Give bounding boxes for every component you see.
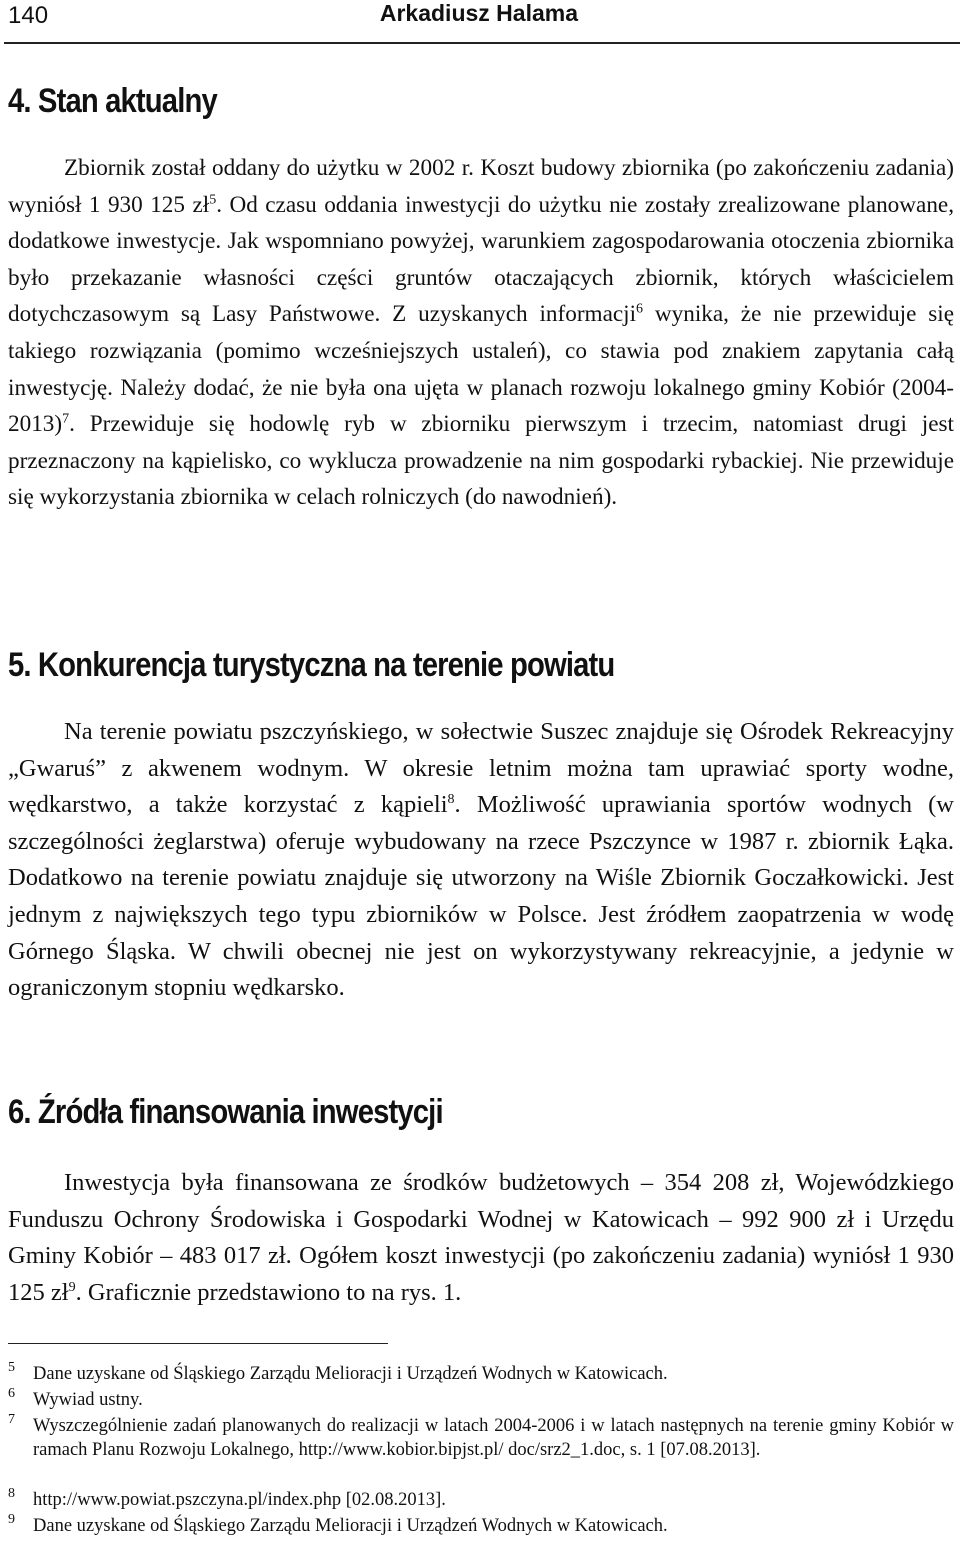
- footnote-text: Dane uzyskane od Śląskiego Zarządu Melioracji i Urządzeń Wodnych w Katowicach.: [33, 1364, 668, 1384]
- section-heading-5: 5. Konkurencja turystyczna na terenie powiatu: [8, 646, 615, 684]
- section-4-paragraph: [8, 150, 954, 516]
- paragraph-text: . Graficznie przedstawiono to na rys. 1.: [75, 1278, 462, 1306]
- footnote-text: Wywiad ustny.: [33, 1390, 143, 1410]
- footnote-text: Wyszczególnienie zadań planowanych do realizacji w latach 2004-2006 i w latach następnych na terenie gminy Kobiór w ramach Planu Rozwoju Lokalnego, http://www.kobior.bipjst.pl/ doc/srz2_1.doc, s. 1 [07.08.2013].: [33, 1416, 954, 1460]
- paragraph-text: . Możliwość uprawiania sportów wodnych (w szczególności żeglarstwa) oferuje wybudowany na rzece Pszczynce w 1987 r. zbiornik Łąka. Dodatkowo na terenie powiatu znajduje się utworzony na Wiśle Zbiornik Goczałkowicki. Jest jednym z największych tego typu zbiorników w Polsce. Jest źródłem zaopatrzenia w wodę Górnego Śląska. W chwili obecnej nie jest on wykorzystywany rekreacyjnie, a jedynie w ograniczonym stopniu wędkarsko.: [8, 791, 954, 1002]
- section-heading-6: 6. Źródła finansowania inwestycji: [8, 1093, 443, 1131]
- footnote-number: 8: [8, 1486, 15, 1501]
- paragraph-text: . Od czasu oddania inwestycji do użytku nie zostały zrealizowane planowane, dodatkowe inwestycje. Jak wspomniano powyżej, warunkiem zagospodarowania otoczenia zbiornika było przekazanie własności części gruntów otaczających zbiornik, których właścicielem dotychczasowym są Lasy Państwowe. Z uzyskanych informacji: [8, 191, 954, 328]
- footnote-number: 9: [8, 1512, 15, 1527]
- footnote: [8, 1488, 954, 1512]
- footnote: [8, 1414, 954, 1462]
- footnote-number: 5: [8, 1360, 15, 1375]
- footnote-ref-5[interactable]: 5: [209, 191, 217, 207]
- paragraph-text: Zbiornik został oddany do użytku w 2002 r. Koszt budowy zbiornika (po zakończeniu zadania) wyniósł 1 930 125 zł: [8, 155, 954, 218]
- footnote: [8, 1388, 954, 1412]
- section-6-paragraph: [8, 1165, 954, 1311]
- paragraph-text: . Przewiduje się hodowlę ryb w zbiorniku pierwszym i trzecim, natomiast drugi jest przeznaczony na kąpielisko, co wyklucza prowadzenie na nim gospodarki rybackiej. Nie przewiduje się wykorzystania zbiornika w celach rolniczych (do nawodnień).: [8, 411, 954, 511]
- footnote-ref-7[interactable]: 7: [62, 411, 70, 427]
- footnote-ref-8[interactable]: 8: [447, 792, 455, 808]
- footnote: [8, 1362, 954, 1386]
- footnote: [8, 1514, 954, 1538]
- running-author: Arkadiusz Halama: [379, 0, 578, 26]
- section-5-paragraph: [8, 714, 954, 1007]
- footnote-number: 7: [8, 1412, 15, 1427]
- footnote-text: http://www.powiat.pszczyna.pl/index.php [02.08.2013].: [33, 1490, 446, 1510]
- footnote-ref-6[interactable]: 6: [636, 301, 644, 317]
- footnote-ref-9[interactable]: 9: [68, 1279, 76, 1295]
- footnote-text: Dane uzyskane od Śląskiego Zarządu Melioracji i Urządzeń Wodnych w Katowicach.: [33, 1516, 668, 1536]
- section-heading-4: 4. Stan aktualny: [8, 82, 217, 120]
- paragraph-text: Inwestycja była finansowana ze środków budżetowych – 354 208 zł, Wojewódzkiego Funduszu Ochrony Środowiska i Gospodarki Wodnej w Katowicach – 992 900 zł i Urzędu Gminy Kobiór – 483 017 zł. Ogółem koszt inwestycji (po zakończeniu zadania) wyniósł 1 930 125 zł: [8, 1169, 954, 1306]
- footnote-number: 6: [8, 1386, 15, 1401]
- paragraph-text: Na terenie powiatu pszczyńskiego, w sołectwie Suszec znajduje się Ośrodek Rekreacyjny „Gwaruś” z akwenem wodnym. W okresie letnim można tam uprawiać sporty wodne, wędkarstwo, a także korzystać z kąpieli: [8, 718, 954, 819]
- paragraph-text: wynika, że nie przewiduje się takiego rozwiązania (pomimo wcześniejszych ustaleń), co stawia pod znakiem zapytania całą inwestycję. Należy dodać, że nie była ona ujęta w planach rozwoju lokalnego gminy Kobiór (2004-2013): [8, 301, 954, 438]
- running-header: [4, 0, 960, 44]
- footnote-divider: [8, 1343, 388, 1344]
- page-number: 140: [8, 2, 49, 29]
